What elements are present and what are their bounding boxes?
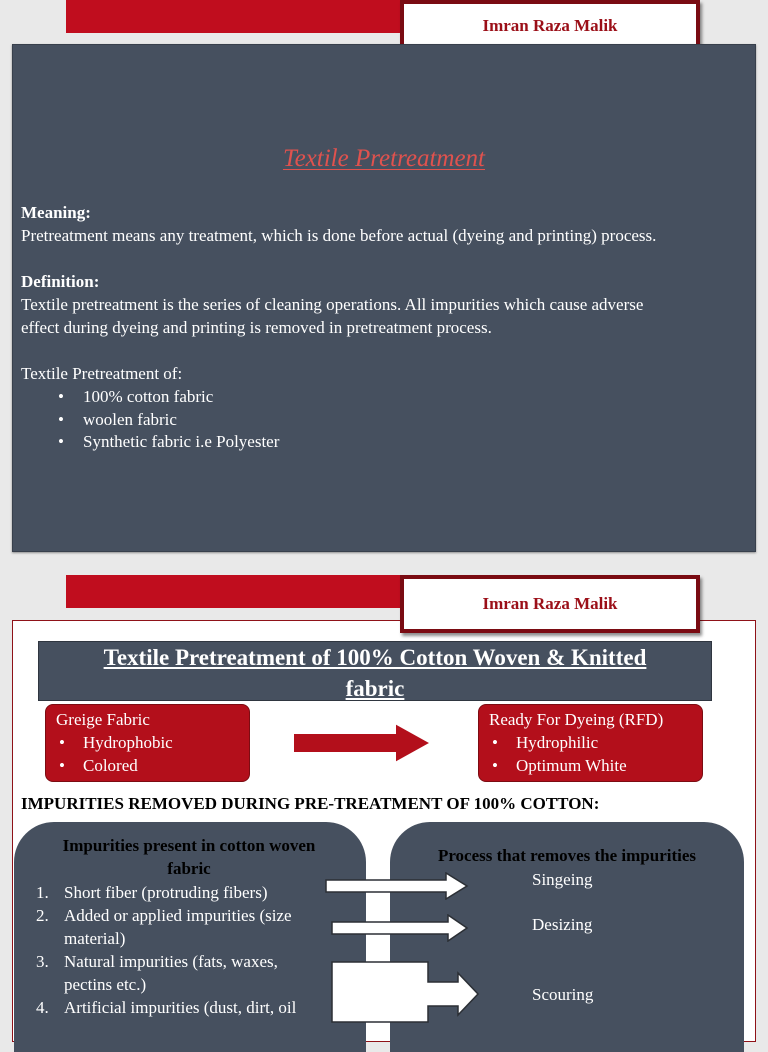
list-item: • Hydrophobic bbox=[59, 733, 173, 752]
slide-2 bbox=[0, 575, 768, 1024]
greige-fabric-box bbox=[45, 704, 250, 782]
impurity-item: 4. Artificial impurities (dust, dirt, oil bbox=[36, 998, 297, 1017]
impurity-item: 3. Natural impurities (fats, waxes, pectins etc.) bbox=[36, 952, 278, 994]
pretreatment-of-label: Textile Pretreatment of: bbox=[21, 364, 183, 383]
rfd-box bbox=[478, 704, 703, 782]
title-line-1: Textile Pretreatment of 100% Cotton Woven & Knitted bbox=[103, 645, 647, 670]
definition-line-1: Textile pretreatment is the series of cleaning operations. All impurities which cause adverse bbox=[21, 295, 644, 314]
slide-title bbox=[38, 641, 712, 701]
list-item: • Synthetic fabric i.e Polyester bbox=[58, 432, 280, 451]
arrow-right-icon bbox=[330, 914, 470, 942]
arrow-right-icon bbox=[324, 872, 470, 900]
fabric-bullet-list bbox=[58, 386, 279, 454]
arrow-right-icon bbox=[290, 720, 434, 766]
meaning-text: Pretreatment means any treatment, which is done before actual (dyeing and printing) process. bbox=[21, 226, 657, 245]
impurity-item: 2. Added or applied impurities (size material) bbox=[36, 906, 292, 948]
impurity-item: 1. Short fiber (protruding fibers) bbox=[36, 883, 268, 902]
list-item: • Hydrophilic bbox=[492, 733, 599, 752]
list-item: • 100% cotton fabric bbox=[58, 387, 214, 406]
author-box bbox=[400, 575, 700, 633]
meaning-label: Meaning: bbox=[21, 203, 91, 222]
definition-line-2: effect during dyeing and printing is removed in pretreatment process. bbox=[21, 318, 492, 337]
list-item: • Optimum White bbox=[492, 756, 627, 775]
list-item: • Colored bbox=[59, 756, 138, 775]
greige-title: Greige Fabric bbox=[56, 710, 150, 729]
definition-label: Definition: bbox=[21, 272, 100, 291]
process-desizing: Desizing bbox=[532, 915, 593, 934]
impurities-panel-heading: Impurities present in cotton woven fabric bbox=[62, 836, 316, 878]
arrow-right-icon bbox=[330, 960, 482, 1024]
process-scouring: Scouring bbox=[532, 985, 594, 1004]
title-line-2: fabric bbox=[345, 676, 405, 701]
process-singeing: Singeing bbox=[532, 870, 593, 889]
slide-title: Textile Pretreatment bbox=[282, 145, 486, 172]
rfd-title: Ready For Dyeing (RFD) bbox=[489, 710, 664, 729]
author-name: Imran Raza Malik bbox=[482, 16, 618, 35]
impurities-heading: IMPURITIES REMOVED DURING PRE-TREATMENT OF 100% COTTON: bbox=[21, 794, 600, 813]
author-name: Imran Raza Malik bbox=[482, 594, 618, 613]
process-panel-heading: Process that removes the impurities bbox=[437, 846, 697, 865]
list-item: • woolen fabric bbox=[58, 409, 177, 429]
